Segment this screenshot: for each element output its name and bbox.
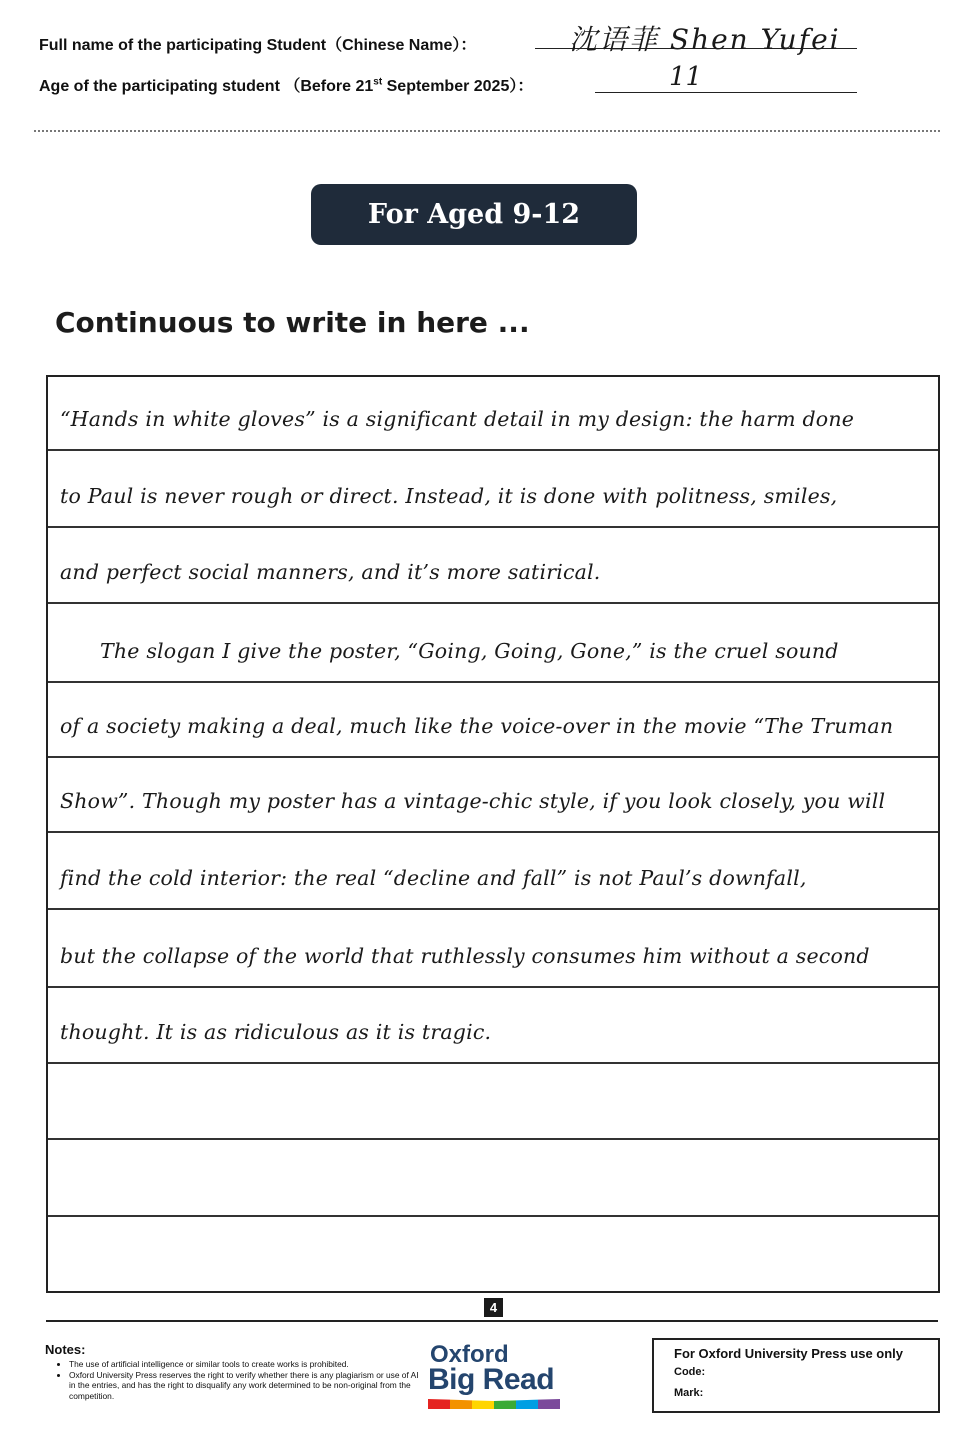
notes-list [45, 1359, 425, 1401]
rainbow-book-icon [428, 1397, 560, 1411]
writing-line [48, 1140, 938, 1217]
handwritten-line-text: find the cold interior: the real “decline and fall” is not Paul’s downfall, [60, 866, 807, 890]
age-value: 11 [669, 62, 703, 92]
writing-line [48, 1064, 938, 1140]
name-field-row [39, 32, 476, 55]
writing-line [48, 377, 938, 451]
name-label: Full name of the participating Student（Chinese Name）： [39, 37, 477, 54]
oup-box-title: For Oxford University Press use only [674, 1346, 904, 1361]
writing-line [48, 451, 938, 528]
note-item: • The use of artificial intelligence or similar tools to create works is prohibited. [69, 1359, 425, 1370]
notes-section [45, 1342, 425, 1401]
handwritten-line-text: but the collapse of the world that ruthlessly consumes him without a second [60, 944, 870, 968]
writing-line [48, 1217, 938, 1295]
mark-label: Mark: [674, 1387, 704, 1399]
name-value: 沈语菲 Shen Yufei [569, 23, 841, 56]
writing-line [48, 988, 938, 1064]
age-label: Age of the participating student （Before 21st September 2025）： [39, 76, 534, 95]
age-answer-line [595, 62, 857, 93]
age-group-badge: For Aged 9-12 [311, 184, 637, 245]
age-field-row [39, 73, 533, 96]
note-item: • Oxford University Press reserves the right to verify whether there is any plagiarism or use of AI in the entries, and has the right to disqualify any work determined to be non-original from the competition. [69, 1370, 425, 1402]
writing-line [48, 833, 938, 910]
writing-line [48, 604, 938, 683]
handwritten-line-text: Show”. Though my poster has a vintage-chic style, if you look closely, you will [60, 789, 886, 813]
handwritten-line-text: The slogan I give the poster, “Going, Going, Gone,” is the cruel sound [100, 639, 839, 663]
logo-text-oxford: Oxford [430, 1341, 509, 1368]
dotted-divider [34, 130, 940, 132]
section-title: Continuous to write in here ... [55, 306, 530, 339]
handwritten-line-text: of a society making a deal, much like the voice-over in the movie “The Truman [60, 714, 894, 738]
notes-title: Notes: [45, 1342, 86, 1357]
oxford-big-read-logo [428, 1342, 568, 1414]
name-answer-line [535, 23, 857, 56]
handwritten-line-text: thought. It is as ridiculous as it is tragic. [60, 1020, 492, 1044]
handwritten-line-text: to Paul is never rough or direct. Instead, it is done with politness, smiles, [60, 484, 838, 508]
writing-line [48, 683, 938, 758]
writing-line [48, 758, 938, 833]
writing-line [48, 910, 938, 988]
page-number: 4 [484, 1298, 503, 1317]
oup-use-only-box [652, 1338, 940, 1413]
writing-box [46, 375, 940, 1293]
handwritten-line-text: “Hands in white gloves” is a significant detail in my design: the harm done [60, 407, 855, 431]
code-label: Code: [674, 1366, 706, 1378]
writing-line [48, 528, 938, 604]
handwritten-line-text: and perfect social manners, and it’s more satirical. [60, 560, 601, 584]
logo-text-big-read: Big Read [428, 1363, 555, 1396]
footer-divider [46, 1320, 938, 1322]
